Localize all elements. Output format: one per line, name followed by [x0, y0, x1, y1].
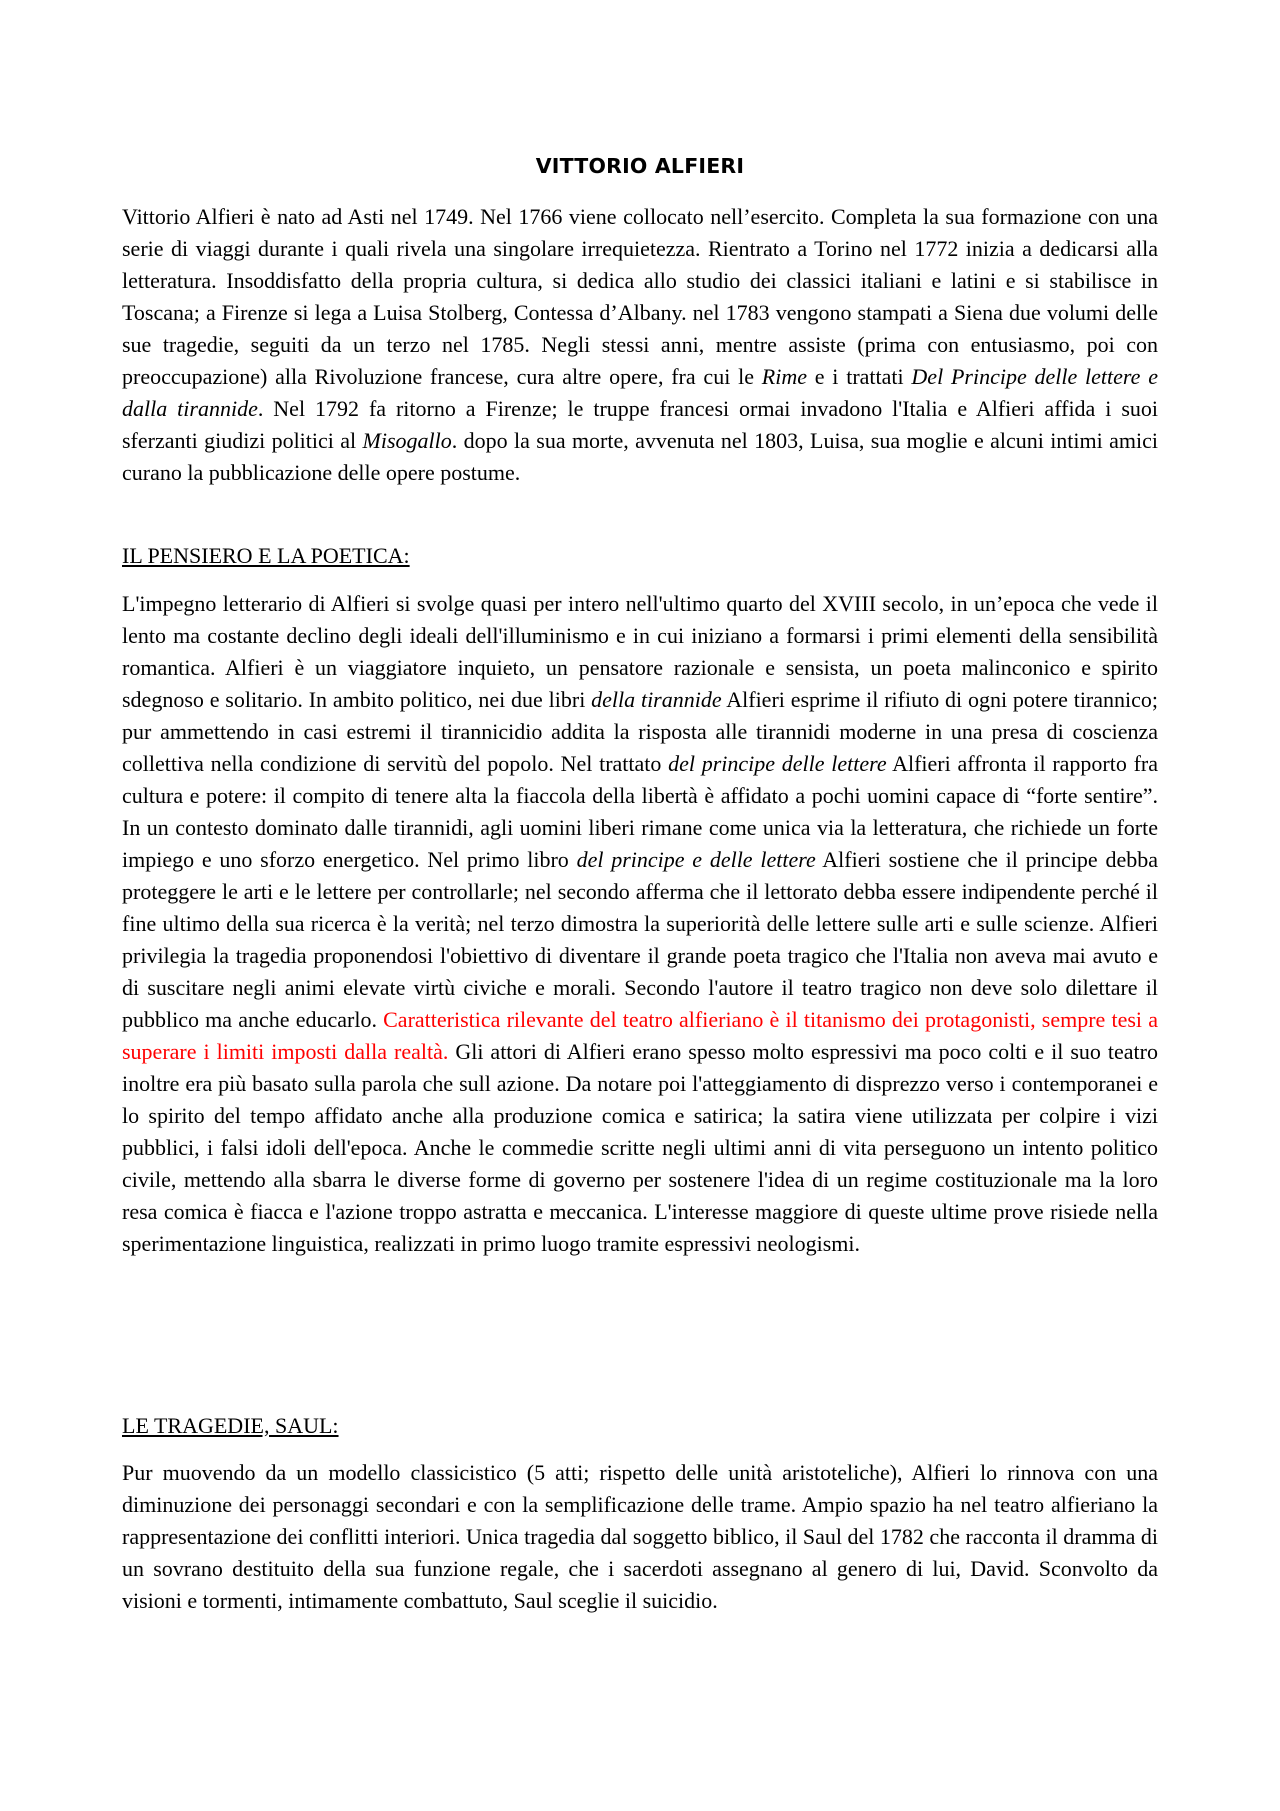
italic-work-title: del principe delle lettere: [668, 751, 887, 776]
text-run: . dopo la sua morte, avvenuta nel 1803, Luisa, sua moglie e alcuni intimi amici curano la pubblicazione delle opere postume.: [122, 428, 1158, 485]
text-run: Alfieri esprime il rifiuto di ogni potere tirannico; pur ammettendo in casi estremi il tirannicidio addita la risposta alle tirannidi moderne in una presa di coscienza collettiva nella condizione di servitù del popolo. Nel trattato: [122, 687, 1159, 776]
section-heading-pensiero: IL PENSIERO E LA POETICA:: [122, 543, 410, 568]
italic-work-title: del principe e delle lettere: [576, 847, 816, 872]
italic-work-title: della tirannide: [591, 687, 722, 712]
text-run: Alfieri sostiene che il principe debba proteggere le arti e le lettere per controllarle; nel secondo afferma che il lettorato debba essere indipendente perché il fine ultimo della sua ricerca è la verità; nel terzo dimostra la superiorità delle lettere sulle arti e sulle scienze. Alfieri privilegia la tragedia proponendosi l'obiettivo di diventare il grande poeta tragico che l'Italia non aveva mai avuto e di suscitare negli animi elevate virtù civiche e morali. Secondo l'autore il teatro tragico non deve solo dilettare il pubblico ma anche educarlo.: [122, 847, 1158, 1032]
text-run: . Nel 1792 fa ritorno a Firenze; le truppe francesi ormai invadono l'Italia e Alfieri affida i suoi sferzanti giudizi politici al: [122, 396, 1158, 453]
paragraph-tragedie: [122, 1457, 1158, 1617]
document-title: VITTORIO ALFIERI: [535, 154, 745, 178]
italic-work-title: Del Principe delle lettere e dalla tirannide: [122, 364, 1158, 421]
text-run: L'impegno letterario di Alfieri si svolge quasi per intero nell'ultimo quarto del XVIII secolo, in un’epoca che vede il lento ma costante declino degli ideali dell'illuminismo e in cui iniziano a formarsi i primi elementi della sensibilità romantica. Alfieri è un viaggiatore inquieto, un pensatore razionale e sensista, un poeta malinconico e spirito sdegnoso e solitario. In ambito politico, nei due libri: [122, 591, 1158, 712]
text-run: Gli attori di Alfieri erano spesso molto espressivi ma poco colti e il suo teatro inoltre era più basato sulla parola che sull azione. Da notare poi l'atteggiamento di disprezzo verso i contemporanei e lo spirito del tempo affidato anche alla produzione comica e satirica; la satira viene utilizzata per colpire i vizi pubblici, i falsi idoli dell'epoca. Anche le commedie scritte negli ultimi anni di vita perseguono un intento politico civile, mettendo alla sbarra le diverse forme di governo per sostenere l'idea di un regime costituzionale ma la loro resa comica è fiacca e l'azione troppo astratta e meccanica. L'interesse maggiore di queste ultime prove risiede nella sperimentazione linguistica, realizzati in primo luogo tramite espressivi neologismi.: [122, 1039, 1158, 1256]
text-run: Alfieri affronta il rapporto fra cultura e potere: il compito di tenere alta la fiaccola della libertà è affidato a pochi uomini capace di “forte sentire”. In un contesto dominato dalle tirannidi, agli uomini liberi rimane come unica via la letteratura, che richiede un forte impiego e uno sforzo energetico. Nel primo libro: [122, 751, 1158, 872]
paragraph-biography: [122, 201, 1158, 489]
italic-work-title: Misogallo: [362, 428, 452, 453]
text-run: Vittorio Alfieri è nato ad Asti nel 1749. Nel 1766 viene collocato nell’esercito. Completa la sua formazione con una serie di viaggi durante i quali rivela una singolare irrequietezza. Rientrato a Torino nel 1772 inizia a dedicarsi alla letteratura. Insoddisfatto della propria cultura, si dedica allo studio dei classici italiani e latini e si stabilisce in Toscana; a Firenze si lega a Luisa Stolberg, Contessa d’Albany. nel 1783 vengono stampati a Siena due volumi delle sue tragedie, seguiti da un terzo nel 1785. Negli stessi anni, mentre assiste (prima con entusiasmo, poi con preoccupazione) alla Rivoluzione francese, cura altre opere, fra cui le: [122, 204, 1158, 389]
section-heading-tragedie: LE TRAGEDIE, SAUL:: [122, 1413, 339, 1438]
italic-work-title: Rime: [761, 364, 807, 389]
text-run: Pur muovendo da un modello classicistico (5 atti; rispetto delle unità aristoteliche), Alfieri lo rinnova con una diminuzione dei personaggi secondari e con la semplificazione delle trame. Ampio spazio ha nel teatro alfieriano la rappresentazione dei conflitti interiori. Unica tragedia dal soggetto biblico, il Saul del 1782 che racconta il dramma di un sovrano destituito della sua funzione regale, che i sacerdoti assegnano al genero di lui, David. Sconvolto da visioni e tormenti, intimamente combattuto, Saul sceglie il suicidio.: [122, 1460, 1158, 1613]
paragraph-pensiero: [122, 588, 1158, 1260]
highlighted-text-red: Caratteristica rilevante del teatro alfieriano è il titanismo dei protagonisti, sempre tesi a superare i limiti imposti dalla realtà.: [122, 1007, 1158, 1064]
text-run: e i trattati: [806, 364, 912, 389]
